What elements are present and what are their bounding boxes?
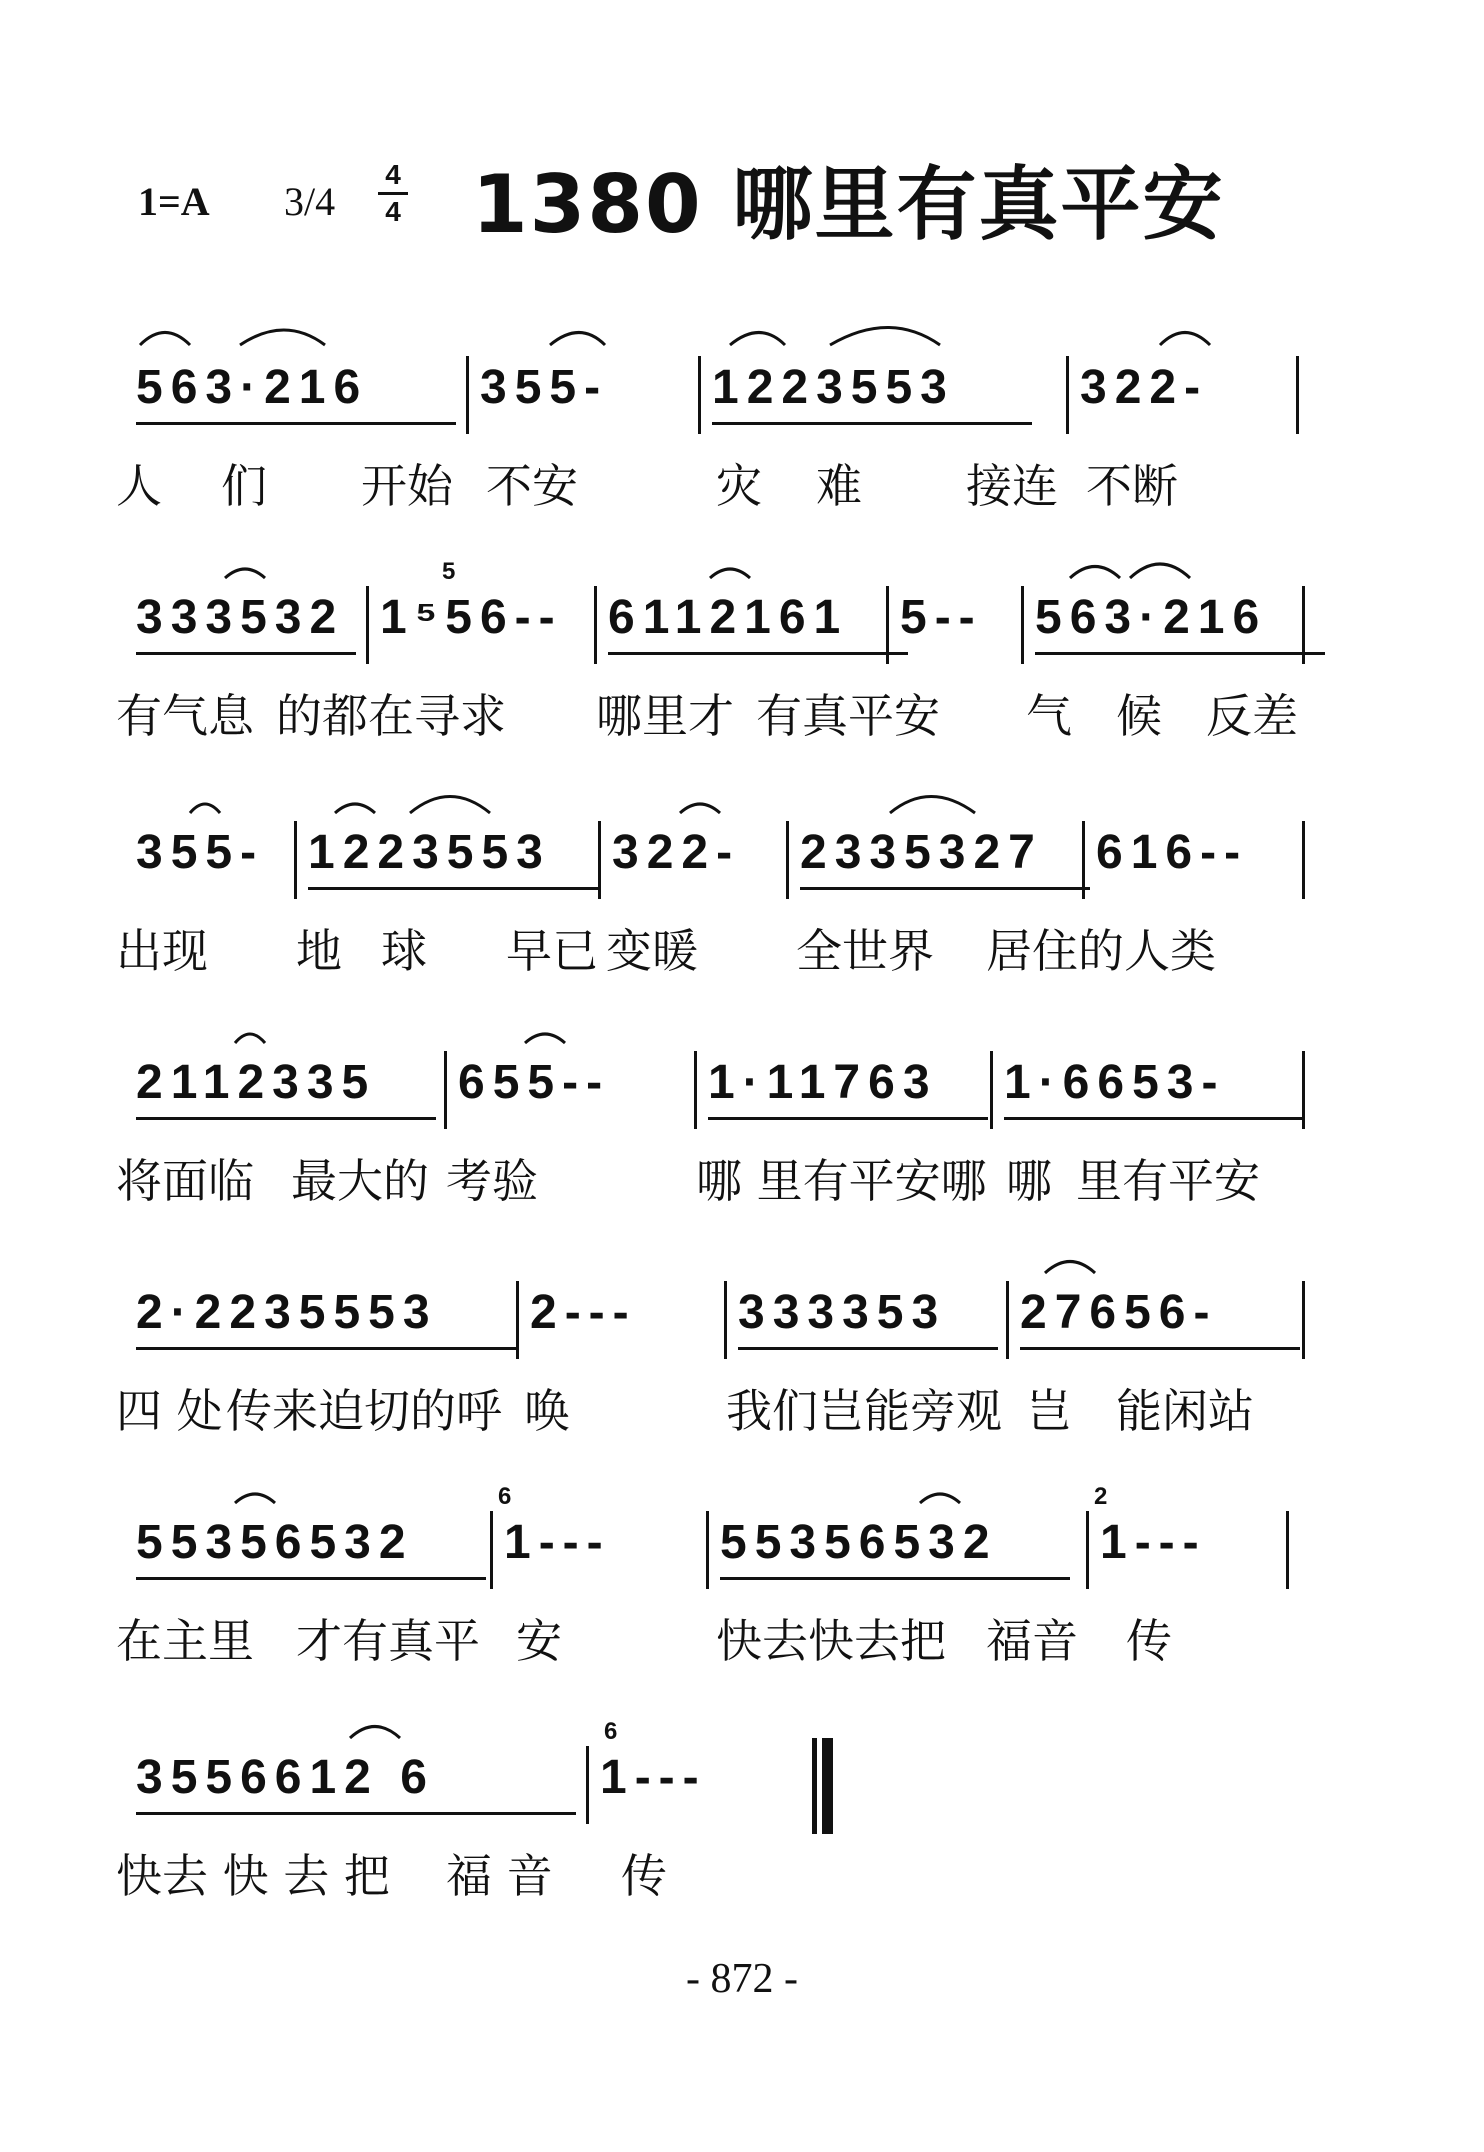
measure-notes: 1--- [504, 1516, 611, 1569]
lyric: 最大的 [291, 1154, 429, 1208]
fraction-line [378, 192, 408, 195]
bar-line [466, 356, 469, 434]
beam-line [1035, 652, 1325, 655]
lyric: 反差 [1206, 689, 1298, 743]
measure-notes: 6112161 [608, 591, 849, 644]
lyric: 出现 [116, 924, 208, 978]
final-bar-thin [812, 1738, 817, 1834]
lyric: 传 [621, 1849, 667, 1903]
lyric: 全世界 [796, 924, 934, 978]
beam-line [136, 1577, 486, 1580]
lyric: 传来迫切的呼 [226, 1384, 502, 1438]
measure [1090, 1503, 1290, 1593]
lyric: 候 [1116, 689, 1162, 743]
measure [1086, 813, 1336, 903]
lyric: 将面临 [116, 1154, 254, 1208]
lyric: 开始 [361, 459, 453, 513]
bar-line [1302, 1051, 1305, 1129]
time-signature-alt-bottom: 4 [385, 196, 401, 227]
lyrics-row [116, 450, 1336, 514]
lyric: 里有平安 [1076, 1154, 1260, 1208]
measure-notes: 1223553 [308, 826, 551, 879]
measure [126, 578, 366, 668]
bar-line [694, 1051, 697, 1129]
lyric: 能闲站 [1116, 1384, 1254, 1438]
lyrics-row [116, 1840, 1336, 1904]
beam-line [712, 422, 1032, 425]
measure-notes: 355- [480, 361, 609, 414]
bar-line [1066, 356, 1069, 434]
measure [710, 1503, 1080, 1593]
lyric: 球 [381, 924, 427, 978]
measure-notes: 1223553 [712, 361, 955, 414]
measure-notes: 333353 [738, 1286, 947, 1339]
measure-notes: 1·6653- [1004, 1056, 1226, 1109]
lyric: 传 [1126, 1614, 1172, 1668]
notes-row [126, 1043, 1336, 1133]
lyric: 快去 快 去 把 [116, 1849, 390, 1903]
measure-notes: 2335327 [800, 826, 1043, 879]
lyric: 接连 [966, 459, 1058, 513]
lyric: 有气息 [116, 689, 254, 743]
measure [126, 1738, 586, 1828]
bar-line [1021, 586, 1024, 664]
lyric: 哪 [1006, 1154, 1052, 1208]
measure [994, 1043, 1314, 1133]
bar-line [366, 586, 369, 664]
lyrics-row [116, 1605, 1336, 1669]
grace-note: 2 [1094, 1483, 1108, 1510]
beam-line [1004, 1117, 1304, 1120]
lyric: 我们岂能旁观 [726, 1384, 1002, 1438]
lyric: 安 [516, 1614, 562, 1668]
measure [126, 1043, 446, 1133]
notes-row [126, 1483, 1336, 1593]
measure [1070, 348, 1310, 438]
notes-row [126, 1718, 1336, 1828]
measure [520, 1273, 740, 1363]
lyric: 有真平安 [756, 689, 940, 743]
bar-line [594, 586, 597, 664]
measure-notes: 1--- [600, 1751, 707, 1804]
bar-line [706, 1511, 709, 1589]
lyric: 不安 [486, 459, 578, 513]
lyric: 才有真平 [296, 1614, 480, 1668]
bar-line [490, 1511, 493, 1589]
bar-line [1286, 1511, 1289, 1589]
song-header [0, 140, 1484, 251]
measure-notes: 1·11763 [708, 1056, 938, 1109]
lyric: 变暖 [606, 924, 698, 978]
grace-note: 5 [442, 558, 456, 585]
notes-row [126, 1273, 1336, 1363]
lyric: 难 [816, 459, 862, 513]
page-number: - 872 - [686, 1956, 798, 2002]
grace-note: 6 [604, 1718, 618, 1745]
lyric: 考验 [446, 1154, 538, 1208]
measure [448, 1043, 708, 1133]
beam-line [708, 1117, 988, 1120]
notes-row [126, 558, 1336, 668]
lyric: 岂 [1026, 1384, 1072, 1438]
bar-line [586, 1746, 589, 1824]
measure-notes: 563·216 [1035, 591, 1268, 644]
lyric: 的都在寻求 [276, 689, 506, 743]
measure-notes: 2--- [530, 1286, 637, 1339]
measure-notes: 55356532 [136, 1516, 414, 1569]
bar-line [724, 1281, 727, 1359]
bar-line [1086, 1511, 1089, 1589]
measure-notes: 27656- [1020, 1286, 1218, 1339]
measure [1025, 578, 1335, 668]
key-signature: 1=A [138, 179, 210, 224]
measure [494, 1503, 714, 1593]
lyric: 地 [296, 924, 342, 978]
lyrics-row [116, 680, 1336, 744]
bar-line [1302, 821, 1305, 899]
measure [590, 1738, 820, 1828]
notes-row [126, 348, 1336, 438]
beam-line [136, 1347, 516, 1350]
beam-line [136, 1117, 436, 1120]
lyric: 人 [116, 459, 162, 513]
bar-line [886, 586, 889, 664]
measure [126, 813, 296, 903]
bar-line [294, 821, 297, 899]
lyrics-row [116, 1375, 1336, 1439]
measure-notes: 1⁵56-- [380, 591, 563, 644]
bar-line [598, 821, 601, 899]
measure-notes: 3556612 6 [136, 1751, 435, 1804]
lyrics-row [116, 915, 1336, 979]
bar-line [444, 1051, 447, 1129]
measure-notes: 55356532 [720, 1516, 998, 1569]
bar-line [1006, 1281, 1009, 1359]
beam-line [738, 1347, 998, 1350]
measure [126, 1503, 496, 1593]
beam-line [136, 652, 356, 655]
time-signature-main: 3/4 [284, 179, 336, 224]
measure [602, 813, 802, 903]
lyric: 气 [1026, 689, 1072, 743]
song-title: 1380 哪里有真平安 [472, 158, 1225, 251]
lyric: 早已 [506, 924, 598, 978]
measure-notes: 322- [612, 826, 741, 879]
bar-line [1302, 1281, 1305, 1359]
time-signature-alt [378, 160, 408, 227]
measure [298, 813, 608, 903]
bar-line [990, 1051, 993, 1129]
lyric: 不断 [1086, 459, 1178, 513]
measure-notes: 355- [136, 826, 265, 879]
bar-line [1302, 586, 1305, 664]
measure-notes: 5-- [900, 591, 983, 644]
measure-notes: 2·2235553 [136, 1286, 438, 1339]
grace-note: 6 [498, 1483, 512, 1510]
measure-notes: 616-- [1096, 826, 1249, 879]
bar-line [1082, 821, 1085, 899]
lyric: 唤 [524, 1384, 570, 1438]
lyric: 哪 里有平安哪 [696, 1154, 987, 1208]
notes-row [126, 813, 1336, 903]
lyric: 居住的人类 [986, 924, 1216, 978]
measure-notes: 655-- [458, 1056, 611, 1109]
lyric: 福音 [986, 1614, 1078, 1668]
lyric: 哪里才 [596, 689, 734, 743]
lyric: 快去快去把 [716, 1614, 946, 1668]
lyrics-row [116, 1145, 1336, 1209]
measure [598, 578, 918, 668]
bar-line [1296, 356, 1299, 434]
bar-line [516, 1281, 519, 1359]
lyric: 们 [221, 459, 267, 513]
lyric: 福 音 [446, 1849, 553, 1903]
beam-line [608, 652, 908, 655]
beam-line [1020, 1347, 1300, 1350]
bar-line [698, 356, 701, 434]
measure [728, 1273, 1008, 1363]
measure [126, 1273, 526, 1363]
measure-notes: 333532 [136, 591, 345, 644]
time-signature-alt-top: 4 [385, 159, 401, 190]
bar-line [786, 821, 789, 899]
final-bar-thick [822, 1738, 833, 1834]
measure-notes: 322- [1080, 361, 1209, 414]
measure [1010, 1273, 1310, 1363]
measure-notes: 2112335 [136, 1056, 377, 1109]
beam-line [720, 1577, 1070, 1580]
beam-line [308, 887, 598, 890]
lyric: 四 处 [116, 1384, 223, 1438]
measure [790, 813, 1100, 903]
beam-line [136, 1812, 576, 1815]
lyric: 灾 [716, 459, 762, 513]
measure-notes: 1--- [1100, 1516, 1207, 1569]
beam-line [136, 422, 456, 425]
measure [126, 348, 466, 438]
measure-notes: 563·216 [136, 361, 369, 414]
measure [702, 348, 1042, 438]
measure [698, 1043, 998, 1133]
lyric: 在主里 [116, 1614, 254, 1668]
beam-line [800, 887, 1090, 890]
